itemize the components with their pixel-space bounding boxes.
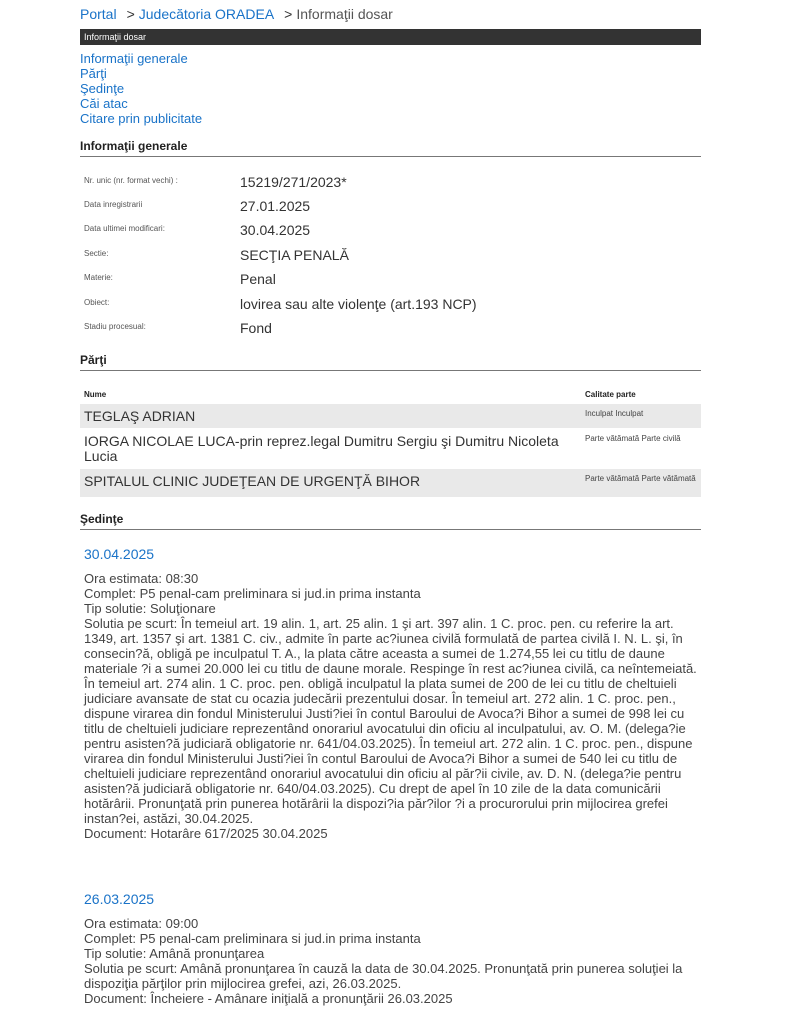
hearing-details [84,571,704,841]
info-row-case-number [84,174,684,198]
breadcrumb [80,6,393,22]
breadcrumb-court-link[interactable]: Judecătoria ORADEA [138,6,275,22]
breadcrumb-separator: > [284,6,293,22]
breadcrumb-portal-link[interactable]: Portal [80,6,117,22]
hearing-solution-summary: Solutia pe scurt: În temeiul art. 19 alin. 1, art. 25 alin. 1 şi art. 397 alin. 1 C. proc. pen. cu referire la art. 1349, art. 1357 şi art. 1381 C. civ., admite în parte ac?iunea civilă formulată de partea civilă I. N. L. şi, în consecin?ă, obligă pe inculpatul T. A., la plata către aceasta a sumei de 1.274,55 lei cu titlu de daune materiale ?i a sumei 20.000 lei cu titlu de daune morale. Respinge în rest ac?iunea civilă, ca neîntemeiată. În temeiul art. 274 alin. 1 C. proc. pen. obligă inculpatul la plata sumei de 200 de lei cu titlu de cheltuieli judiciare avansate de stat cu ocazia judecării prezentului dosar. În temeiul art. 272 alin. 1 C. proc. pen., dispune virarea din fondul Ministerului Justi?iei în contul Baroului de Avoca?i Bihor a sumei de 998 lei cu titlu de cheltuieli judiciare reprezentând onorariul avocatului din oficiu al inculpatului, av. O. M. (delega?ie pentru asisten?ă judiciară obligatorie nr. 641/04.03.2025). În temeiul art. 272 alin. 1 C. proc. pen., dispune virarea din fondul Ministerului Justi?iei în contul Baroului de Avoca?i Bihor a sumei de 540 lei cu titlu de cheltuieli judiciare reprezentând onorariul avocatului din oficiu al păr?ii civile, av. D. N. (delega?ie pentru asisten?ă judiciară obligatorie nr. 640/04.03.2025). Cu drept de apel în 10 zile de la data comunicării hotărârii. Pronunţată prin punerea hotărârii la dispozi?ia păr?ilor ?i a procurorului prin mijlocirea grefei instan?ei, astăzi, 30.04.2025. [84,616,697,826]
general-info-heading: Informaţii generale [80,139,701,157]
info-value: Penal [240,271,276,287]
table-row [80,469,701,497]
parties-heading: Părţi [80,353,701,371]
table-row [80,429,701,467]
info-row-procedural-stage [84,320,684,344]
breadcrumb-separator: > [126,6,135,22]
info-label: Data inregistrarii [84,200,143,209]
table-row [80,404,701,428]
info-label: Nr. unic (nr. format vechi) : [84,176,178,185]
hearings-heading: Şedinţe [80,512,701,530]
hearing-solution-type: Tip solutie: Soluţionare [84,601,216,616]
info-value: 15219/271/2023* [240,174,347,190]
nav-link-parties[interactable]: Părţi [80,66,107,81]
info-row-section [84,247,684,271]
nav-link-general[interactable]: Informaţii generale [80,51,188,66]
hearing-solution-summary: Solutia pe scurt: Amână pronunţarea în cauză la data de 30.04.2025. Pronunţată prin punerea soluţiei la dispoziţia părţilor prin mijlocirea grefei, azi, 26.03.2025. [84,961,683,991]
party-name: IORGA NICOLAE LUCA-prin reprez.legal Dumitru Sergiu şi Dumitru Nicoleta Lucia [84,433,559,464]
col-header-quality: Calitate parte [585,390,636,399]
section-nav [80,51,202,126]
info-row-registration-date [84,198,684,222]
party-quality: Parte vătămată Parte vătămată [585,474,696,483]
info-row-object [84,296,684,320]
col-header-name: Nume [84,390,107,399]
info-label: Stadiu procesual: [84,322,146,331]
nav-link-appeals[interactable]: Căi atac [80,96,128,111]
hearing-solution-type: Tip solutie: Amână pronunţarea [84,946,265,961]
hearing-time: Ora estimata: 09:00 [84,916,199,931]
nav-link-publicity-summons[interactable]: Citare prin publicitate [80,111,203,126]
hearing-document: Document: Hotarâre 617/2025 30.04.2025 [84,826,328,841]
info-label: Sectie: [84,249,109,258]
hearing-time: Ora estimata: 08:30 [84,571,199,586]
info-value: Fond [240,320,272,336]
info-row-last-modified [84,222,684,246]
info-value: 27.01.2025 [240,198,311,214]
nav-link-hearings[interactable]: Şedinţe [80,81,125,96]
hearing-date: 30.04.2025 [84,546,155,562]
info-label: Data ultimei modificari: [84,224,165,233]
breadcrumb-current: Informaţii dosar [296,6,393,22]
info-label: Obiect: [84,298,110,307]
info-value: lovirea sau alte violenţe (art.193 NCP) [240,296,477,312]
info-label: Materie: [84,273,113,282]
info-value: SECŢIA PENALĂ [240,247,349,263]
hearing-date: 26.03.2025 [84,891,155,907]
hearing-details [84,916,704,1006]
info-row-matter [84,271,684,295]
hearing-panel: Complet: P5 penal-cam preliminara si jud.in prima instanta [84,931,421,946]
hearing-panel: Complet: P5 penal-cam preliminara si jud.in prima instanta [84,586,421,601]
party-quality: Inculpat Inculpat [585,409,644,418]
party-name: TEGLAŞ ADRIAN [84,408,196,424]
page-title-bar: Informaţii dosar [80,29,701,45]
party-quality: Parte vătămată Parte civilă [585,434,681,443]
party-name: SPITALUL CLINIC JUDEŢEAN DE URGENŢĂ BIHOR [84,473,421,489]
hearing-document: Document: Încheiere - Amânare iniţială a pronunţării 26.03.2025 [84,991,453,1006]
info-value: 30.04.2025 [240,222,311,238]
